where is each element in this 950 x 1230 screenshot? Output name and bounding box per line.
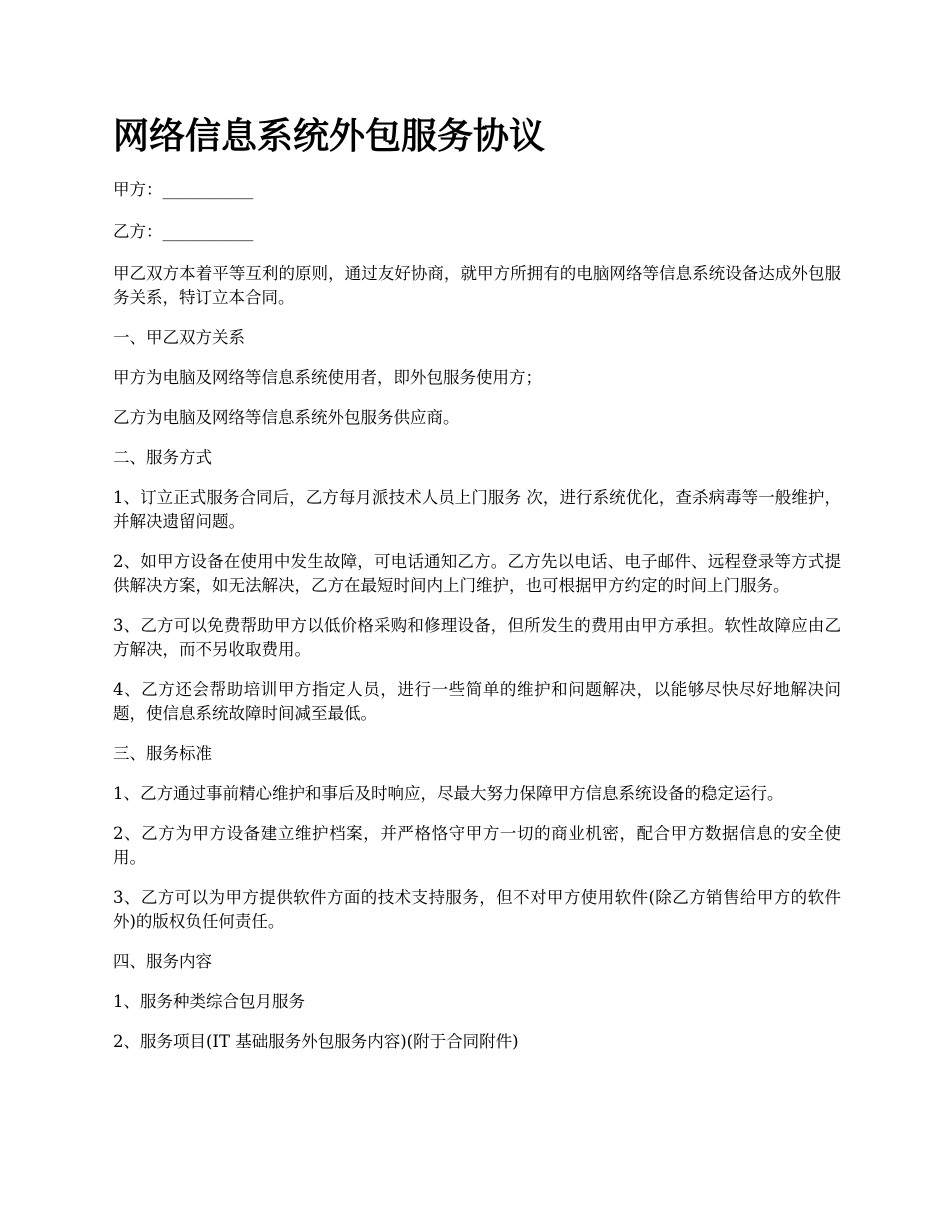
section-heading: 四、服务内容 <box>113 952 212 971</box>
section-heading: 三、服务标准 <box>113 744 212 763</box>
section-paragraph: 乙方为电脑及网络等信息系统外包服务供应商。 <box>113 408 460 427</box>
document-title: 网络信息系统外包服务协议 <box>113 115 546 157</box>
section-paragraph: 2、服务项目(IT 基础服务外包服务内容)(附于合同附件) <box>113 1032 519 1051</box>
section-heading: 一、甲乙双方关系 <box>113 328 245 347</box>
section-paragraph: 3、乙方可以为甲方提供软件方面的技术支持服务，但不对甲方使用软件(除乙方销售给甲方的软件外)的版权负任何责任。 <box>113 888 841 931</box>
section-paragraph: 甲方为电脑及网络等信息系统使用者，即外包服务使用方； <box>113 368 542 387</box>
intro-paragraph: 甲乙双方本着平等互利的原则，通过友好协商，就甲方所拥有的电脑网络等信息系统设备达成外包服务关系，特订立本合同。 <box>113 264 841 307</box>
document-page <box>113 112 841 1070</box>
section-heading: 二、服务方式 <box>113 448 212 467</box>
party-b-line: 乙方：___________ <box>113 222 254 241</box>
section-paragraph: 4、乙方还会帮助培训甲方指定人员，进行一些简单的维护和问题解决，以能够尽快尽好地解决问题，使信息系统故障时间减至最低。 <box>113 680 841 723</box>
section-paragraph: 1、订立正式服务合同后，乙方每月派技术人员上门服务 次，进行系统优化，查杀病毒等一般维护，并解决遗留问题。 <box>113 488 841 531</box>
party-a-line: 甲方：___________ <box>113 180 254 199</box>
section-paragraph: 2、如甲方设备在使用中发生故障，可电话通知乙方。乙方先以电话、电子邮件、远程登录等方式提供解决方案，如无法解决，乙方在最短时间内上门维护，也可根据甲方约定的时间上门服务。 <box>113 552 841 595</box>
section-paragraph: 1、乙方通过事前精心维护和事后及时响应，尽最大努力保障甲方信息系统设备的稳定运行。 <box>113 784 784 803</box>
section-paragraph: 2、乙方为甲方设备建立维护档案，并严格恪守甲方一切的商业机密，配合甲方数据信息的安全使用。 <box>113 824 841 867</box>
section-paragraph: 3、乙方可以免费帮助甲方以低价格采购和修理设备，但所发生的费用由甲方承担。软性故障应由乙方解决，而不另收取费用。 <box>113 616 841 659</box>
section-paragraph: 1、服务种类综合包月服务 <box>113 992 305 1011</box>
